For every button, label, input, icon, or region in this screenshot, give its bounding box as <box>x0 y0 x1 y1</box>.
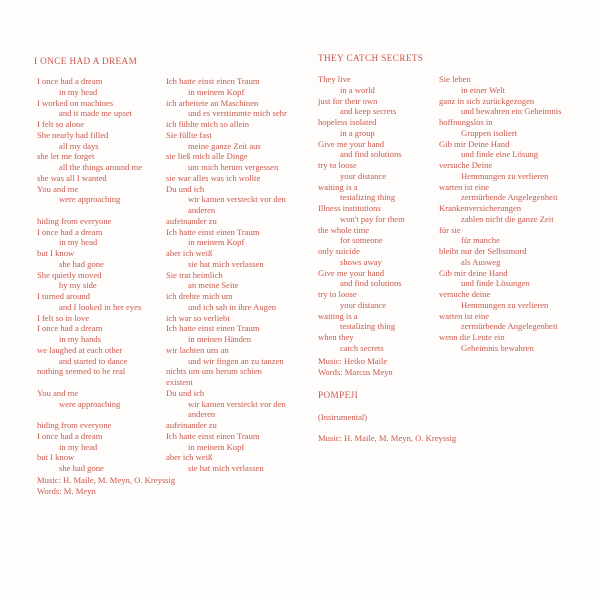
lyric-line: hiding from everyone <box>37 215 112 226</box>
lyric-line: and find solutions <box>340 149 402 160</box>
song2-words-credit: Words: Marcus Meyn <box>318 366 393 377</box>
lyric-line: They live <box>318 74 351 84</box>
pompeji-music-credit: Music: H. Maile, M. Meyn, O. Kreyssig <box>318 433 457 443</box>
lyric-line: und bewahren ein Geheimnis <box>461 106 562 117</box>
lyric-line: Give me your hand <box>318 267 385 278</box>
song1-german-lyrics <box>166 76 287 474</box>
lyric-line: You and me <box>37 387 79 398</box>
lyric-line: sie hat mich verlassen <box>188 463 264 473</box>
stanza-gap <box>37 409 142 420</box>
song2-credits <box>318 356 393 377</box>
lyric-line: Sie füllte fast <box>166 129 212 140</box>
lyric-line: an meine Seite <box>188 280 239 291</box>
pompeji-instrumental-note: (Instrumental) <box>318 412 368 422</box>
lyric-line: I once had a dream <box>37 226 103 237</box>
lyric-line: she had gone <box>59 463 104 473</box>
lyric-line: Geheimnis bewahren <box>461 342 534 353</box>
song1-credits <box>37 475 175 496</box>
lyric-line: in my head <box>59 237 98 248</box>
lyric-line: I once had a dream <box>37 76 103 86</box>
song-title-they-catch-secrets: THEY CATCH SECRETS <box>318 53 424 63</box>
lyric-line: ich war so verliebt <box>166 312 230 323</box>
lyric-line: existent <box>166 377 193 387</box>
lyric-line: wenn die Leute ein <box>439 332 505 342</box>
lyric-line: um mich herum vergessen <box>188 162 279 172</box>
stanza-gap <box>37 377 142 388</box>
lyric-line: wir kamen versteckt vor den <box>188 398 286 409</box>
lyric-line: I felt so alone <box>37 119 85 129</box>
lyric-line: ich arbeitete an Maschinen <box>166 97 259 108</box>
lyric-line: in my hands <box>59 334 102 344</box>
lyric-line: in a group <box>340 127 375 138</box>
song2-music-credit: Music: Heiko Maile <box>318 356 388 366</box>
lyric-line: bleibt nur der Selbstmord <box>439 246 527 256</box>
lyric-line: und wir fingen an zu tanzen <box>188 355 284 366</box>
song1-words-credit: Words: M. Meyn <box>37 485 96 496</box>
lyric-line: the whole time <box>318 224 370 235</box>
song2-english-lyrics <box>318 74 405 354</box>
lyric-line: ich fühlte mich so allein <box>166 119 250 129</box>
lyric-line: I once had a dream <box>37 323 103 334</box>
song1-music-credit: Music: H. Maile, M. Meyn, O. Kreyssig <box>37 475 176 485</box>
lyric-line: but I know <box>37 248 75 258</box>
lyric-line: and keep secrets <box>340 106 397 117</box>
lyric-line: versuche deine <box>439 289 491 299</box>
lyric-line: versuche Deine <box>439 160 493 170</box>
lyric-line: in a world <box>340 84 375 95</box>
lyric-line: aufeinander zu <box>166 215 217 226</box>
lyric-line: we laughed at each other <box>37 344 123 355</box>
lyric-line: in meinem Kopf <box>188 86 245 97</box>
lyric-line: hiding from everyone <box>37 420 112 430</box>
lyric-line: in meinen Händen <box>188 334 252 344</box>
lyric-line: Hemmungen zu verlieren <box>461 299 549 310</box>
lyric-line: for someone <box>340 235 383 246</box>
lyric-line: aufeinander zu <box>166 420 217 430</box>
lyric-line: aber ich weiß <box>166 452 213 463</box>
lyric-line: in my head <box>59 441 98 452</box>
song2-german-lyrics <box>439 74 561 354</box>
lyric-line: warten ist eine <box>439 181 490 192</box>
lyric-line: shows away <box>340 256 382 267</box>
lyric-line: in my head <box>59 86 98 97</box>
lyric-line: I once had a dream <box>37 430 103 441</box>
lyric-line: by my side <box>59 280 97 291</box>
lyric-line: won't pay for them <box>340 213 405 224</box>
lyric-line: sie ließ mich alle Dinge <box>166 151 248 162</box>
lyric-line: Give me your hand <box>318 138 385 149</box>
lyric-line: anderen <box>188 205 216 215</box>
lyric-line: your distance <box>340 299 387 310</box>
lyric-line: I turned around <box>37 291 90 301</box>
lyric-line: sie hat mich verlassen <box>188 258 264 269</box>
lyric-line: Ich hatte einst einen Traum <box>166 226 260 237</box>
lyric-line: anderen <box>188 409 216 420</box>
lyric-line: Krankenversicherungen <box>439 203 522 213</box>
lyric-line: She quietly moved <box>37 269 102 280</box>
lyric-line: sie war alles was ich wollte <box>166 172 261 183</box>
lyric-line: Sie leben <box>439 74 471 84</box>
lyric-line: und finde eine Lösung <box>461 149 539 160</box>
lyric-line: Gib mir Deine Hand <box>439 138 510 149</box>
lyric-line: Gruppen isoliert <box>461 127 518 138</box>
lyric-line: She nearly had filled <box>37 129 109 140</box>
lyric-line: I worked on machines <box>37 97 114 108</box>
lyric-line: als Ausweg <box>461 256 501 267</box>
lyric-line: Illness institutions <box>318 203 381 213</box>
lyric-line: wir lachten uns an <box>166 344 229 355</box>
song1-english-lyrics <box>37 76 142 474</box>
lyric-line: in meinem Kopf <box>188 441 245 452</box>
lyric-line: try to loose <box>318 289 357 299</box>
lyric-line: Ich hatte einst einen Traum <box>166 430 260 441</box>
lyric-line: but I know <box>37 452 75 463</box>
lyric-line: hopeless isolated <box>318 117 377 127</box>
song-title-pompeji: POMPEJI <box>318 390 359 400</box>
lyric-line: zermürbende Angelegenheit <box>461 321 558 332</box>
lyric-line: catch secrets <box>340 342 384 353</box>
lyric-line: nothing seemed to be real <box>37 366 126 377</box>
lyric-line: she let me forget <box>37 151 95 162</box>
lyric-line: zahlen nicht die ganze Zeit <box>461 213 554 224</box>
lyric-line: I felt so in love <box>37 312 90 323</box>
lyric-line: You and me <box>37 183 79 194</box>
lyric-line: your distance <box>340 170 387 181</box>
lyric-line: für manche <box>461 235 500 246</box>
song-title-i-once-had-a-dream: I ONCE HAD A DREAM <box>34 56 138 66</box>
lyric-line: aber ich weiß <box>166 248 213 258</box>
lyric-line: zermürbende Angelegenheit <box>461 192 558 203</box>
lyric-line: she was all I wanted <box>37 172 107 183</box>
lyric-line: waiting is a <box>318 310 358 321</box>
lyric-line: Du und ich <box>166 387 205 398</box>
lyric-line: warten ist eine <box>439 310 490 321</box>
lyric-line: ganz in sich zurückgezogen <box>439 95 535 106</box>
lyric-line: meine ganze Zeit aus <box>188 140 261 151</box>
lyric-line: only suicide <box>318 246 360 256</box>
lyric-line: she had gone <box>59 258 104 269</box>
lyric-line: in meinem Kopf <box>188 237 245 248</box>
lyric-line: waiting is a <box>318 181 358 192</box>
lyric-line: all the things around me <box>59 162 143 172</box>
lyric-line: all my days <box>59 140 99 151</box>
lyric-line: und ich sah in ihre Augen <box>188 301 277 312</box>
lyric-line: when they <box>318 332 354 342</box>
lyric-line: und es verstimmte mich sehr <box>188 108 287 119</box>
lyric-line: Du und ich <box>166 183 205 194</box>
lyric-line: hoffnungslos in <box>439 117 493 127</box>
lyric-line: Hemmungen zu verlieren <box>461 170 549 181</box>
lyric-line: and it made me upset <box>59 108 133 119</box>
lyric-line: and find solutions <box>340 278 402 289</box>
lyric-line: ich drehte mich um <box>166 291 233 301</box>
lyric-line: were approaching <box>59 194 121 205</box>
lyric-line: und finde Lösungen <box>461 278 530 289</box>
lyric-line: and started to dance <box>59 355 128 366</box>
lyric-line: für sie <box>439 224 461 235</box>
lyric-line: and I looked in her eyes <box>59 301 142 312</box>
lyric-line: testalizing thing <box>340 192 396 203</box>
lyric-line: Ich hatte einst einen Traum <box>166 76 260 86</box>
lyric-line: just for their own <box>318 95 378 106</box>
lyric-line: nichts um uns herum schien <box>166 366 262 377</box>
stanza-gap <box>37 205 142 216</box>
lyric-line: try to loose <box>318 160 357 170</box>
lyric-line: Gib mir deine Hand <box>439 267 508 278</box>
lyric-line: were approaching <box>59 398 121 409</box>
lyric-line: in einer Welt <box>461 84 506 95</box>
lyric-line: testalizing thing <box>340 321 396 332</box>
lyric-line: wir kamen versteckt vor den <box>188 194 286 205</box>
lyric-line: Sie trat heimlich <box>166 269 223 280</box>
lyric-line: Ich hatte einst einen Traum <box>166 323 260 334</box>
